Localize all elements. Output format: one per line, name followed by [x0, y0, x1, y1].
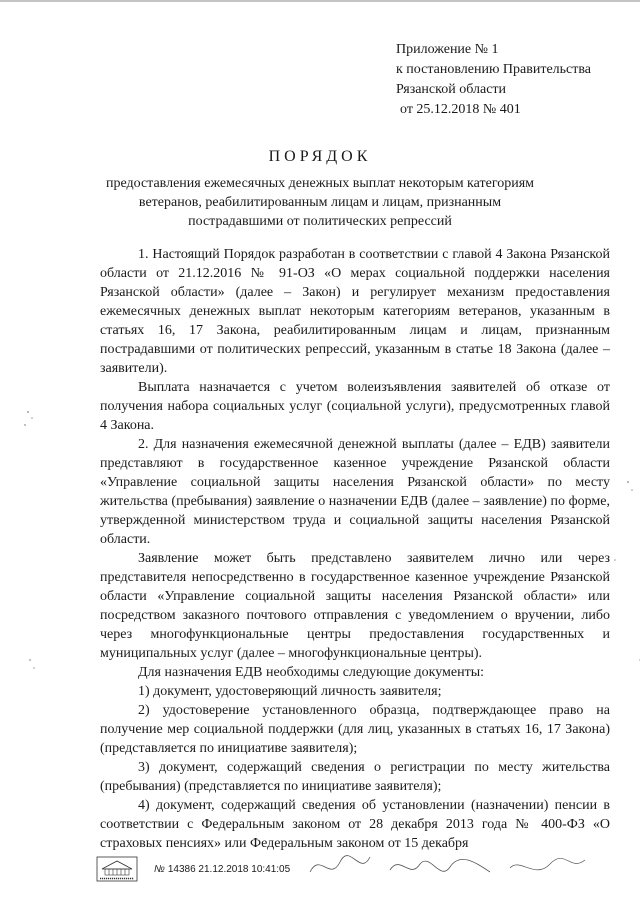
paragraph-5: Для назначения ЕДВ необходимы следующие документы:: [138, 665, 485, 680]
subtitle-line-1: предоставления ежемесячных денежных выплат некоторым категориям: [105, 176, 535, 191]
list-item-2: 2) удостоверение установленного образца, подтверждающее право на получение мер социальной поддержки (для лиц, указанных в статьях 16, 17 Закона) (представляется по инициативе заявителя);: [100, 703, 610, 756]
paragraph-1: 1. Настоящий Порядок разработан в соответствии с главой 4 Закона Рязанской области от 21.12.2016 № 91-ОЗ «О мерах социальной поддержки населения Рязанской области» (далее – Закон) и регулирует механизм предоставления ежемесячных денежных выплат некоторым категориям ветеранов, указанным в статьях 16, 17 Закона, реабилитированным лицам и лицам, признанным пострадавшими от политических репрессий, указанным в статье 18 Закона (далее – заявители).: [100, 247, 610, 376]
appendix-line-3: Рязанской области: [396, 82, 507, 97]
paragraph-4: Заявление может быть представлено заявителем лично или через представителя непосредственно в государственное казенное учреждение Рязанской области «Управление социальной защиты населения Рязанской области» или посредством заказного почтового отправления с уведомлением о вручении, либо через многофункциональные центры предоставления государственных и муниципальных услуг (далее – многофункциональные центры).: [100, 551, 610, 661]
paragraph-3: 2. Для назначения ежемесячной денежной выплаты (далее – ЕДВ) заявители представляют в государственное казенное учреждение Рязанской области «Управление социальной защиты населения Рязанской области» по месту жительства (пребывания) заявление о назначении ЕДВ (далее – заявление) по форме, утвержденной министерством труда и социальной защиты населения Рязанской области.: [100, 437, 610, 547]
document-title: ПОРЯДОК: [268, 148, 372, 165]
list-item-3: 3) документ, содержащий сведения о регистрации по месту жительства (пребывания) (представляется по инициативе заявителя);: [100, 760, 610, 794]
subtitle-line-3: пострадавшими от политических репрессий: [188, 214, 452, 229]
document-number-icon: №: [154, 864, 165, 875]
appendix-date: от 25.12.2018 № 401: [400, 102, 521, 117]
appendix-line-2: к постановлению Правительства: [396, 62, 592, 77]
list-item-4: 4) документ, содержащий сведения об установлении (назначении) пенсии в соответствии с Федеральным законом от 28 декабря 2013 года № 400-ФЗ «О страховых пенсиях» или Федеральным законом от 15 декабря: [100, 798, 610, 851]
registration-number: 14386 21.12.2018 10:41:05: [167, 864, 291, 875]
subtitle-line-2: ветеранов, реабилитированным лицам и лицам, признанным: [138, 195, 502, 210]
paragraph-2: Выплата назначается с учетом волеизъявления заявителей об отказе от получения набора социальных услуг (социальной услуги), предусмотренных главой 4 Закона.: [100, 380, 610, 433]
appendix-line-1: Приложение № 1: [396, 42, 499, 57]
list-item-1: 1) документ, удостоверяющий личность заявителя;: [138, 684, 442, 699]
